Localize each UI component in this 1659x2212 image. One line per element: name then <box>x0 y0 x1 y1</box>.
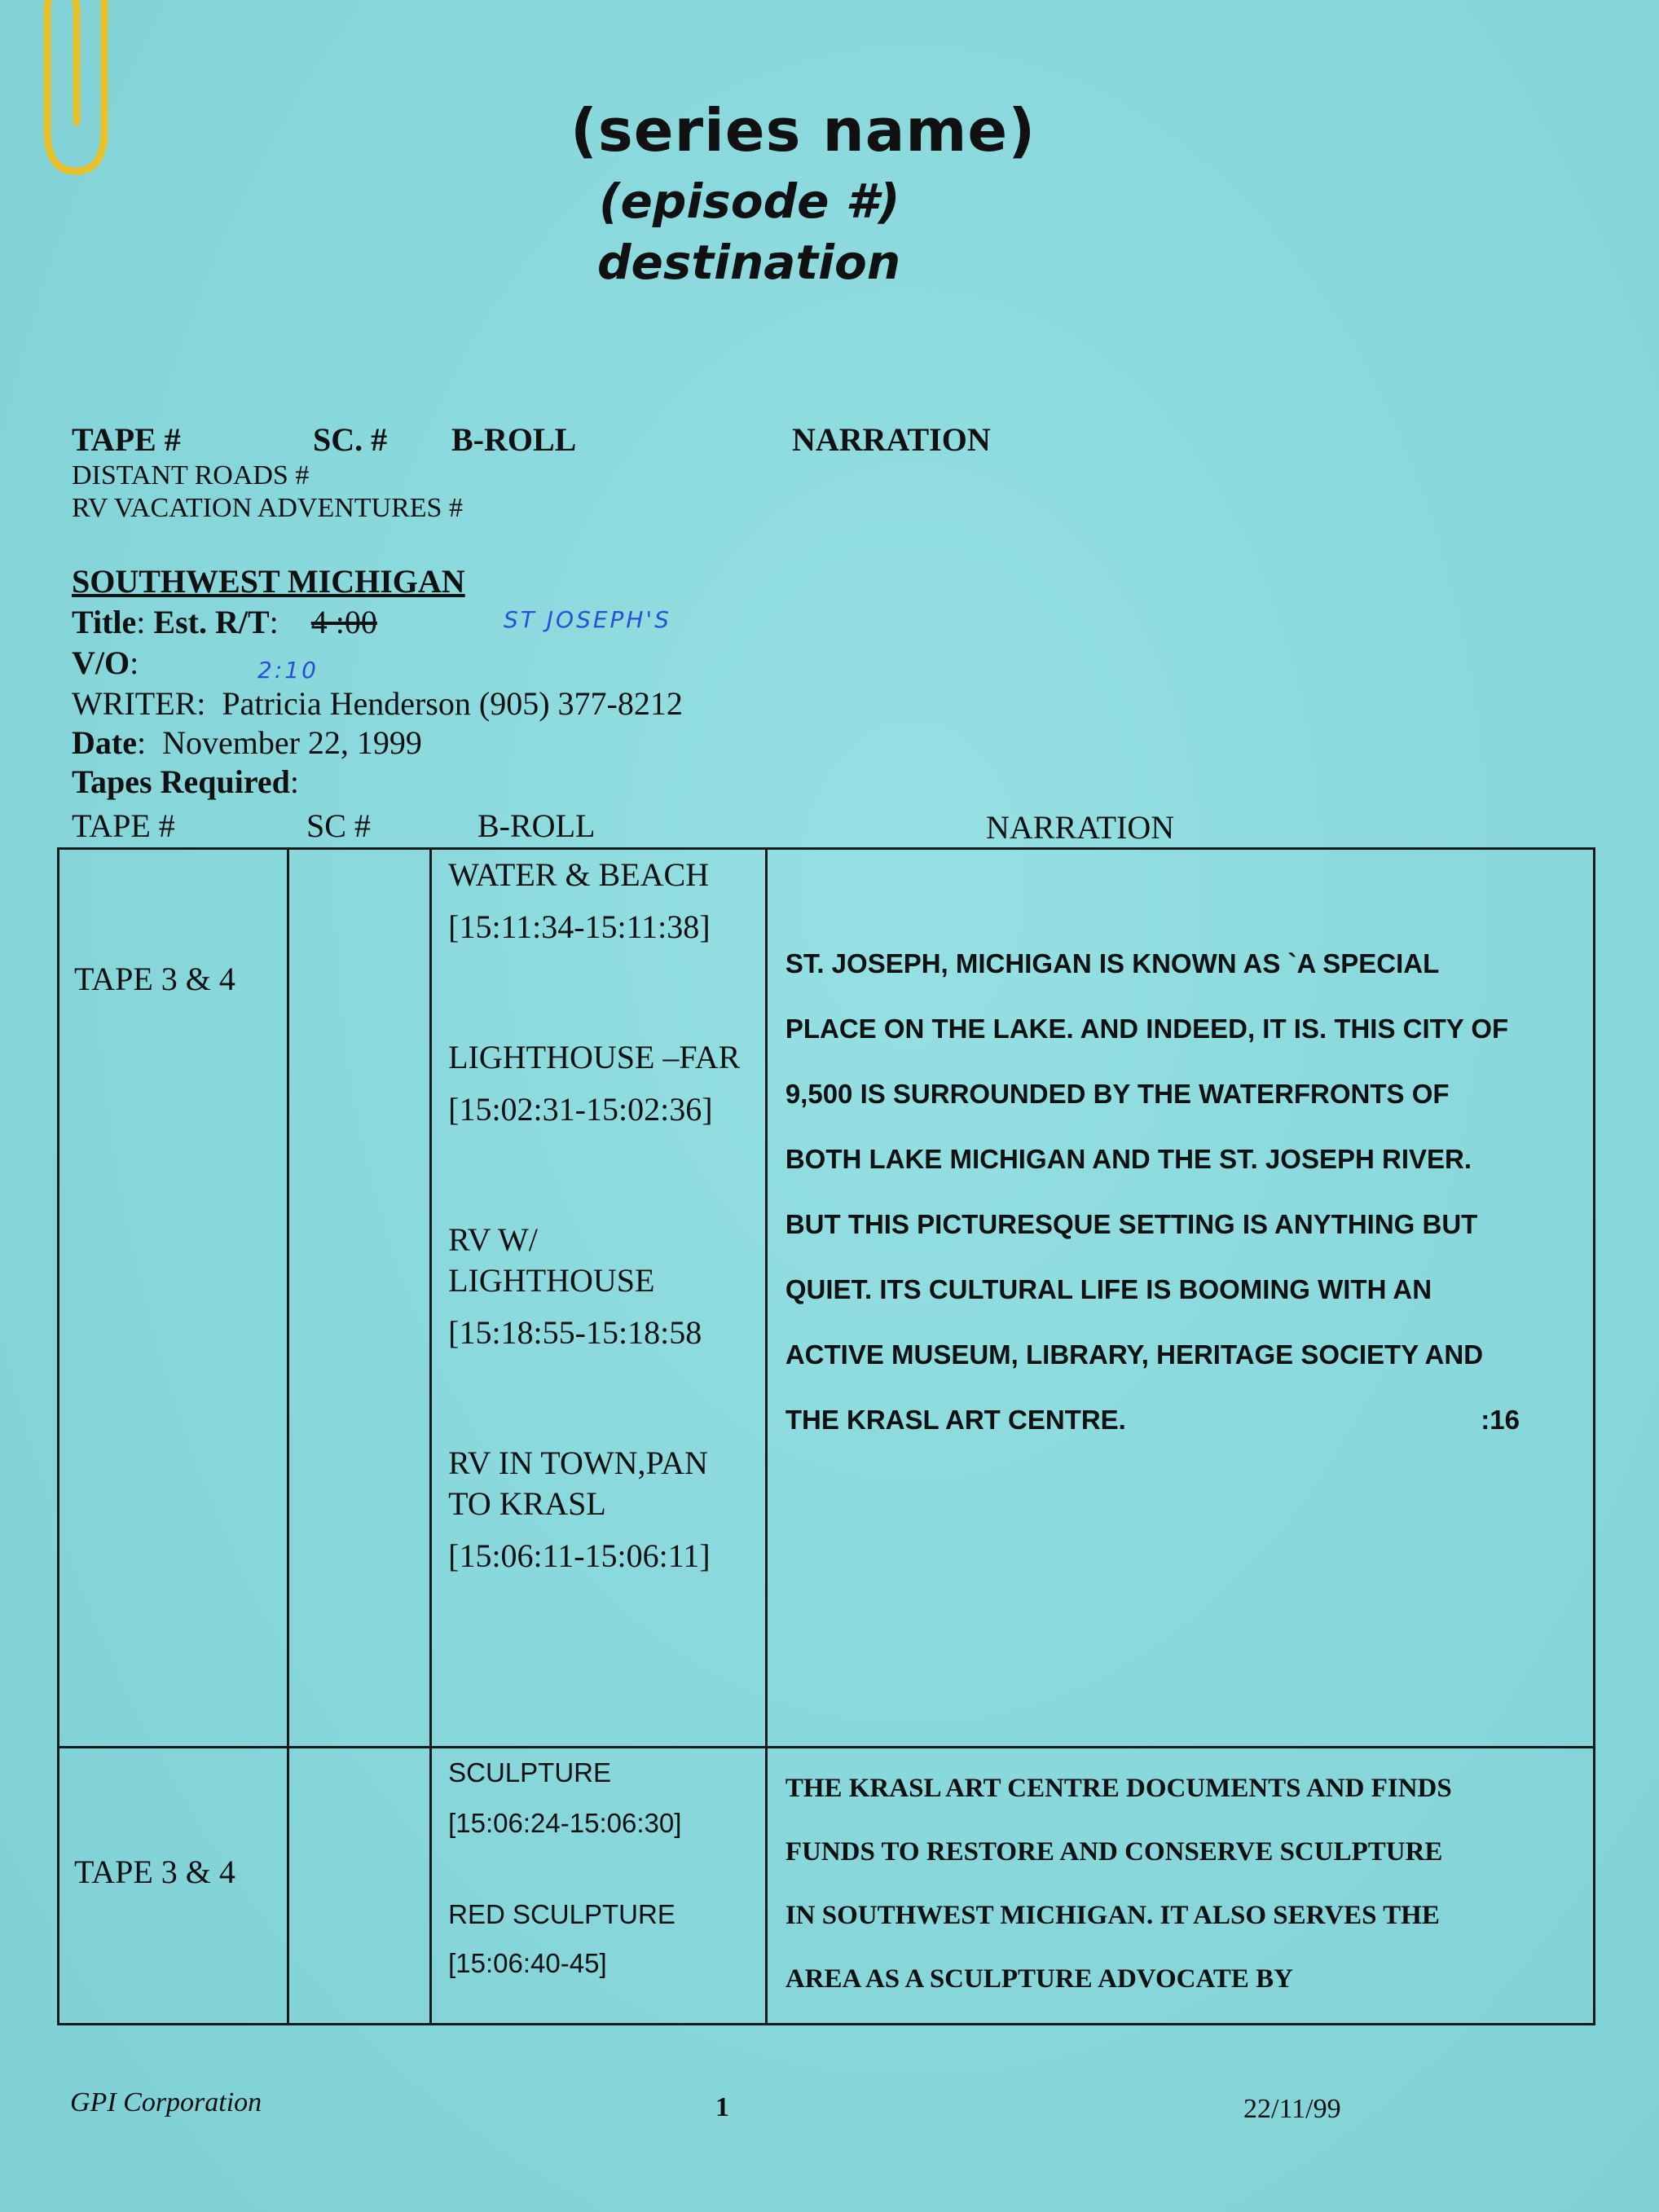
shot-label: SCULPTURE <box>448 1757 611 1788</box>
tapes-required-line: Tapes Required: <box>72 763 299 800</box>
narration-line: PLACE ON THE LAKE. AND INDEED, IT IS. THIS CITY OF <box>785 1014 1509 1044</box>
narration-cell <box>766 849 1594 1748</box>
vo-line: V/O: <box>72 644 139 681</box>
footer-page-number: 1 <box>715 2092 729 2122</box>
col-tape-header: TAPE # <box>72 421 181 458</box>
vo-label: V/O <box>72 644 130 681</box>
narration-line: FUNDS TO RESTORE AND CONSERVE SCULPTURE <box>785 1837 1443 1867</box>
series-line-rv-vacation: RV VACATION ADVENTURES # <box>72 493 463 523</box>
est-label: Est. R/T <box>153 604 270 640</box>
tape-cell <box>59 849 288 1748</box>
shot-timecode: [15:18:55-15:18:58 <box>448 1314 702 1351</box>
narration-cell <box>766 1748 1594 2025</box>
date-label: Date <box>72 724 137 761</box>
narration-line: THE KRASL ART CENTRE. <box>785 1405 1126 1435</box>
shot-timecode: [15:06:24-15:06:30] <box>448 1808 682 1838</box>
est-value: 4 :00 <box>310 604 377 640</box>
date-value: November 22, 1999 <box>162 724 422 761</box>
narration-line: BUT THIS PICTURESQUE SETTING IS ANYTHING BUT <box>785 1209 1478 1239</box>
col-sc-header: SC. # <box>313 421 388 458</box>
sc-cell <box>288 849 431 1748</box>
table-col-tape: TAPE # <box>72 807 175 844</box>
table-col-broll: B-ROLL <box>477 807 596 844</box>
table-row <box>59 1748 1595 2025</box>
shot-label: LIGHTHOUSE –FAR <box>448 1039 741 1075</box>
location-heading: SOUTHWEST MICHIGAN <box>72 563 465 600</box>
broll-cell <box>431 1748 767 2025</box>
narration-line-last <box>785 1387 1577 1453</box>
paperclip-icon <box>23 0 121 196</box>
table-col-narration: NARRATION <box>986 809 1175 846</box>
writer-label: WRITER: <box>72 685 206 722</box>
tape-cell <box>59 1748 288 2025</box>
footer-date: 22/11/99 <box>1243 2094 1341 2124</box>
table-row <box>59 849 1595 1748</box>
title-label: Title <box>72 604 137 640</box>
tape-label: TAPE 3 & 4 <box>74 1854 235 1890</box>
shot-timecode: [15:11:34-15:11:38] <box>448 908 711 945</box>
shot-label: WATER & BEACH <box>448 856 710 893</box>
narration-line: ST. JOSEPH, MICHIGAN IS KNOWN AS `A SPECIAL <box>785 948 1440 978</box>
shot-timecode: [15:02:31-15:02:36] <box>448 1091 713 1128</box>
col-broll-header: B-ROLL <box>451 421 577 458</box>
table-col-sc: SC # <box>306 807 371 844</box>
sc-cell <box>288 1748 431 2025</box>
narration-line: IN SOUTHWEST MICHIGAN. IT ALSO SERVES THE <box>785 1901 1440 1930</box>
tape-label: TAPE 3 & 4 <box>74 961 235 997</box>
narration-line: ACTIVE MUSEUM, LIBRARY, HERITAGE SOCIETY AND <box>785 1339 1484 1370</box>
series-line-distant-roads: DISTANT ROADS # <box>72 460 310 490</box>
broll-cell <box>431 849 767 1748</box>
narration-line: THE KRASL ART CENTRE DOCUMENTS AND FINDS <box>785 1774 1452 1803</box>
col-narration-header: NARRATION <box>792 421 991 458</box>
writer-line <box>72 684 683 723</box>
shot-label: RED SCULPTURE <box>448 1899 675 1929</box>
shot-label: RV IN TOWN,PAN TO KRASL <box>448 1445 708 1522</box>
narration-line: BOTH LAKE MICHIGAN AND THE ST. JOSEPH RIVER. <box>785 1144 1472 1174</box>
script-table <box>57 847 1595 2025</box>
series-name: (series name) <box>570 96 1036 165</box>
footer-company: GPI Corporation <box>70 2087 262 2117</box>
narration-line: QUIET. ITS CULTURAL LIFE IS BOOMING WITH AN <box>785 1274 1432 1304</box>
shot-timecode: [15:06:40-45] <box>448 1948 607 1978</box>
tapes-required-label: Tapes Required <box>72 763 290 800</box>
shot-timecode: [15:06:11-15:06:11] <box>448 1537 711 1574</box>
handwritten-title: ST JOSEPH'S <box>504 606 671 633</box>
handwritten-vo: 2:10 <box>257 657 319 684</box>
narration-line: AREA AS A SCULPTURE ADVOCATE BY <box>785 1964 1293 1994</box>
title-line: Title: Est. R/T: 4 :00 <box>72 604 377 640</box>
segment-timing: :16 <box>1481 1405 1520 1435</box>
writer-value: Patricia Henderson (905) 377-8212 <box>222 685 683 722</box>
destination: destination <box>597 235 901 290</box>
episode-number: (episode #) <box>599 174 900 229</box>
narration-line: 9,500 IS SURROUNDED BY THE WATERFRONTS OF <box>785 1079 1450 1109</box>
shot-label: RV W/ LIGHTHOUSE <box>448 1221 655 1299</box>
date-line: Date: November 22, 1999 <box>72 724 422 761</box>
